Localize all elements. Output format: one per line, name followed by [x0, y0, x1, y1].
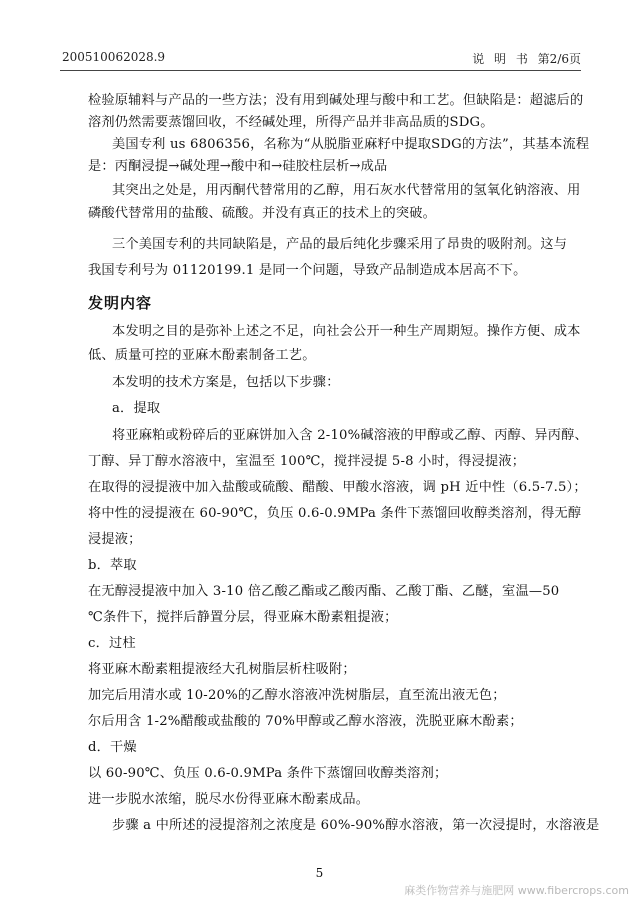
text-line: 将中性的浸提液在 60-90℃，负压 0.6-0.9MPa 条件下蒸馏回收醇类溶剂，得无醇: [88, 506, 582, 521]
page-header-section: 说 明 书 第2/6页: [472, 52, 581, 66]
text-line: 低、质量可控的亚麻木酚素制备工艺。: [88, 348, 316, 363]
patent-number: 200510062028.9: [62, 50, 166, 64]
text-line: 在取得的浸提液中加入盐酸或硫酸、醋酸、甲酸水溶液，调 pH 近中性（6.5-7.5）；: [88, 480, 587, 495]
step-label: b．萃取: [88, 558, 137, 573]
text-line: 其突出之处是，用丙酮代替常用的乙醇，用石灰水代替常用的氢氧化钠溶液、用: [112, 183, 581, 198]
text-line: 我国专利号为 01120199.1 是同一个问题，导致产品制造成本居高不下。: [88, 263, 527, 278]
text-line: 是：丙酮浸提→碱处理→酸中和→硅胶柱层析→成品: [88, 159, 388, 174]
text-line: 在无醇浸提液中加入 3-10 倍乙酸乙酯或乙酸丙酯、乙酸丁酯、乙醚，室温—50: [88, 584, 560, 599]
text-line: 本发明的技术方案是，包括以下步骤：: [112, 375, 340, 390]
text-line: 进一步脱水浓缩，脱尽水份得亚麻木酚素成品。: [88, 792, 370, 807]
text-line: 加完后用清水或 10-20%的乙醇水溶液冲洗树脂层，直至流出液无色；: [88, 688, 506, 703]
step-label: a．提取: [112, 401, 161, 416]
text-line: 检验原辅料与产品的一些方法；没有用到碱处理与酸中和工艺。但缺陷是：超滤后的: [88, 93, 584, 108]
text-line: 步骤 a 中所述的浸提溶剂之浓度是 60%-90%醇水溶液，第一次浸提时，水溶液是: [112, 818, 600, 833]
watermark: 麻类作物营养与施肥网 www.fibercrops.com: [404, 884, 629, 897]
text-line: 溶剂仍然需要蒸馏回收，不经碱处理，所得产品并非高品质的SDG。: [88, 115, 494, 130]
text-line: 三个美国专利的共同缺陷是，产品的最后纯化步骤采用了昂贵的吸附剂。这与: [112, 237, 568, 252]
text-line: ℃条件下，搅拌后静置分层，得亚麻木酚素粗提液；: [88, 610, 398, 625]
step-label: d．干燥: [88, 740, 137, 755]
text-line: 本发明之目的是弥补上述之不足，向社会公开一种生产周期短。操作方便、成本: [112, 324, 581, 339]
page-number: 5: [315, 866, 324, 880]
text-line: 将亚麻粕或粉碎后的亚麻饼加入含 2-10%碱溶液的甲醇或乙醇、丙醇、异丙醇、: [112, 428, 588, 443]
text-line: 尔后用含 1-2%醋酸或盐酸的 70%甲醇或乙醇水溶液，洗脱亚麻木酚素；: [88, 714, 523, 729]
step-label: c．过柱: [88, 636, 136, 651]
text-line: 美国专利 us 6806356，名称为“从脱脂亚麻籽中提取SDG的方法”，其基本流程: [112, 137, 590, 152]
text-line: 浸提液；: [88, 532, 142, 547]
text-line: 以 60-90℃、负压 0.6-0.9MPa 条件下蒸馏回收醇类溶剂；: [88, 766, 448, 781]
header-divider: [60, 70, 581, 71]
text-line: 丁醇、异丁醇水溶液中，室温至 100℃，搅拌浸提 5-8 小时，得浸提液；: [88, 454, 526, 469]
section-heading: 发明内容: [88, 294, 153, 312]
text-line: 将亚麻木酚素粗提液经大孔树脂层析柱吸附；: [88, 662, 356, 677]
text-line: 磷酸代替常用的盐酸、硫酸。并没有真正的技术上的突破。: [88, 206, 437, 221]
